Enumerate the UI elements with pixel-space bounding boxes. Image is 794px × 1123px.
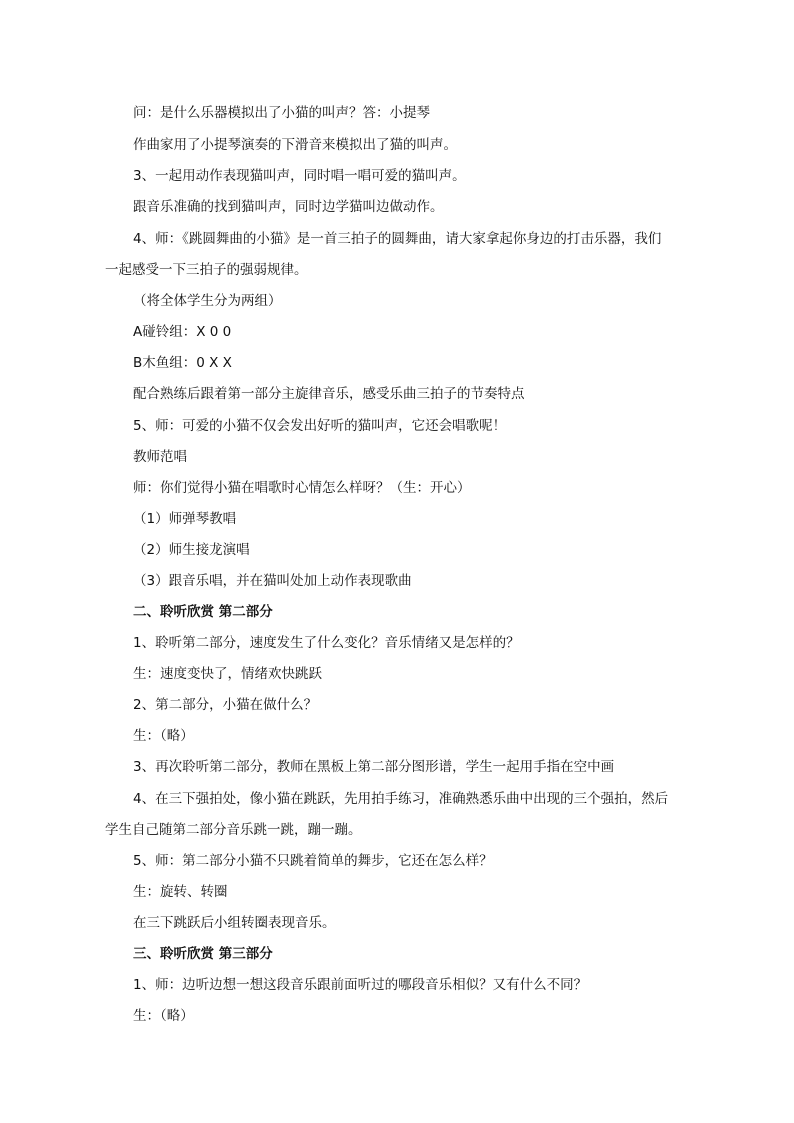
text-line: 1、聆听第二部分，速度发生了什么变化？音乐情绪又是怎样的？ <box>133 635 520 651</box>
text-line: （1）师弹琴教唱 <box>133 511 237 527</box>
text-line: 5、师：可爱的小猫不仅会发出好听的猫叫声，它还会唱歌呢！ <box>133 418 507 434</box>
text-line: 4、师：《跳圆舞曲的小猫》是一首三拍子的圆舞曲，请大家拿起你身边的打击乐器，我们 <box>133 231 662 247</box>
section-heading: 三、聆听欣赏 第三部分 <box>133 946 273 962</box>
text-line: 跟音乐准确的找到猫叫声，同时边学猫叫边做动作。 <box>133 199 444 215</box>
section-heading: 二、聆听欣赏 第二部分 <box>133 604 273 620</box>
text-line: 生：（略） <box>133 1008 194 1024</box>
text-line: 一起感受一下三拍子的强弱规律。 <box>105 262 308 278</box>
text-line: 生：（略） <box>133 728 194 744</box>
text-line: 作曲家用了小提琴演奏的下滑音来模拟出了猫的叫声。 <box>133 137 457 153</box>
text-line: 5、师：第二部分小猫不只跳着简单的舞步，它还在怎么样？ <box>133 853 493 869</box>
text-line: B木鱼组：0 X X <box>133 355 232 371</box>
text-line: 3、一起用动作表现猫叫声，同时唱一唱可爱的猫叫声。 <box>133 168 466 184</box>
text-line: 配合熟练后跟着第一部分主旋律音乐，感受乐曲三拍子的节奏特点 <box>133 386 525 402</box>
text-line: 生：旋转、转圈 <box>133 884 228 900</box>
text-line: 4、在三下强拍处，像小猫在跳跃，先用拍手练习，准确熟悉乐曲中出现的三个强拍，然后 <box>133 791 669 807</box>
text-line: 教师范唱 <box>133 449 187 465</box>
text-line: （2）师生接龙演唱 <box>133 542 250 558</box>
text-line: 3、再次聆听第二部分，教师在黑板上第二部分图形谱，学生一起用手指在空中画 <box>133 759 615 775</box>
text-line: 生：速度变快了，情绪欢快跳跃 <box>133 666 322 682</box>
text-line: （3）跟音乐唱，并在猫叫处加上动作表现歌曲 <box>133 573 412 589</box>
text-line: 问：是什么乐器模拟出了小猫的叫声？答：小提琴 <box>133 105 430 121</box>
text-line: A碰铃组：X 0 0 <box>133 324 232 340</box>
text-line: 1、师：边听边想一想这段音乐跟前面听过的哪段音乐相似？又有什么不同？ <box>133 977 588 993</box>
text-line: 2、第二部分，小猫在做什么？ <box>133 697 318 713</box>
text-line: 学生自己随第二部分音乐跳一跳，蹦一蹦。 <box>105 822 362 838</box>
text-line: （将全体学生分为两组） <box>133 293 282 309</box>
text-line: 师：你们觉得小猫在唱歌时心情怎么样呀？（生：开心） <box>133 480 471 496</box>
text-line: 在三下跳跃后小组转圈表现音乐。 <box>133 915 336 931</box>
